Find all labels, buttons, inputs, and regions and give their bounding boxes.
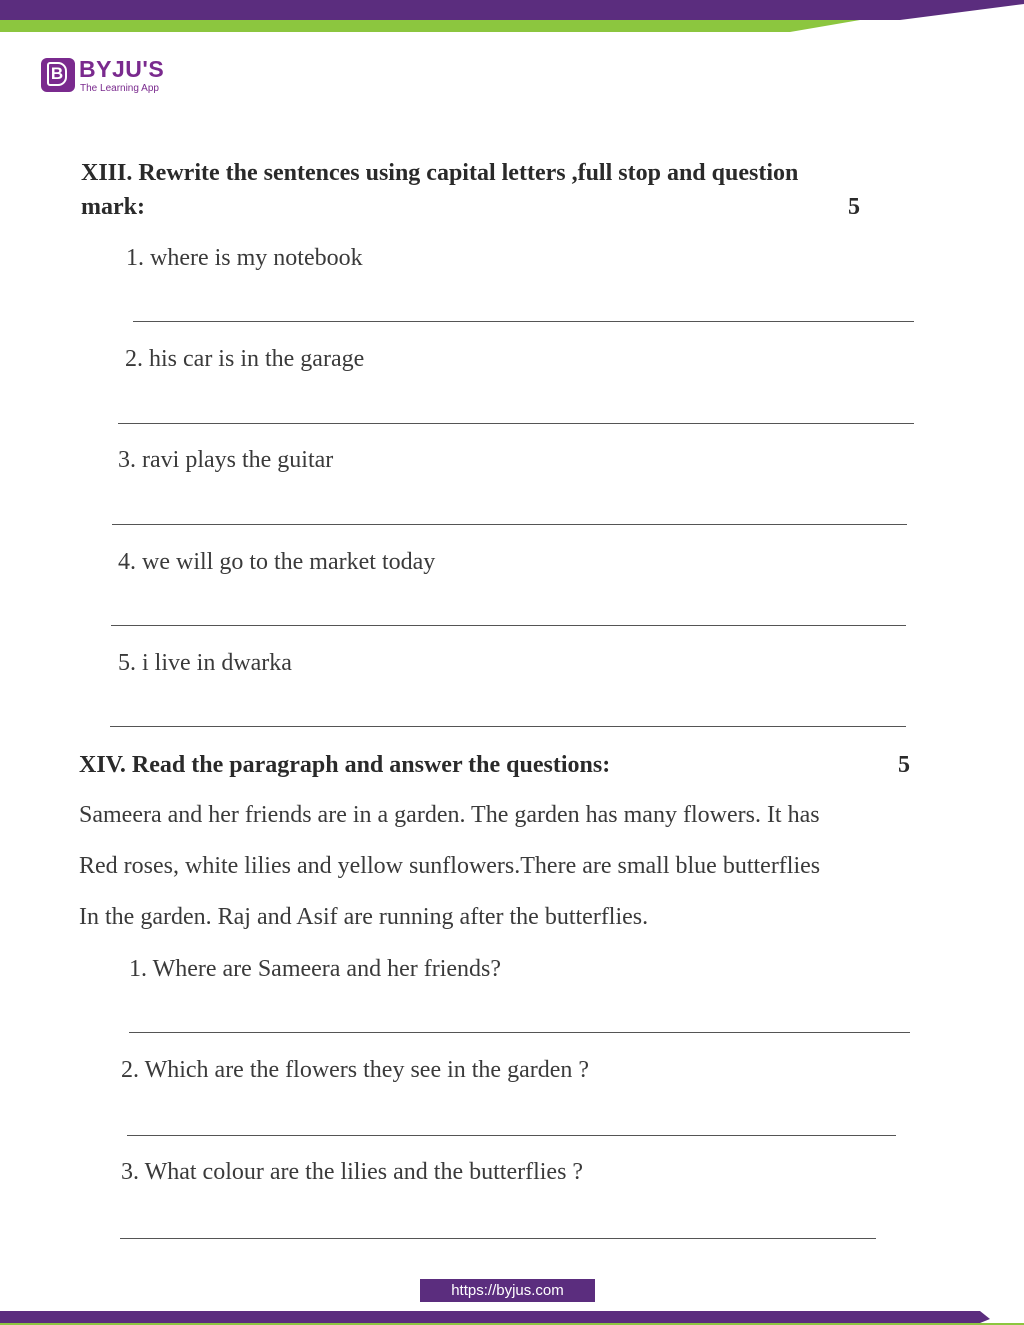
footer-band: [0, 1309, 1024, 1325]
list-item: 5. i live in dwarka: [118, 650, 292, 676]
answer-line[interactable]: [118, 423, 914, 424]
logo-name: BYJU'S: [79, 56, 165, 82]
answer-line[interactable]: [133, 321, 914, 322]
list-item: 4. we will go to the market today: [118, 549, 436, 575]
header-green-band: [0, 20, 1024, 34]
answer-line[interactable]: [111, 625, 906, 626]
section-14-marks: 5: [898, 752, 910, 778]
list-item: 1. where is my notebook: [126, 245, 363, 271]
logo-letter: B: [47, 62, 67, 86]
section-13-heading-line2: mark:: [81, 194, 145, 220]
question-item: 2. Which are the flowers they see in the garden ?: [121, 1057, 590, 1083]
question-item: 1. Where are Sameera and her friends?: [129, 956, 502, 982]
paragraph-line: Red roses, white lilies and yellow sunflowers.There are small blue butterflies: [79, 853, 821, 879]
paragraph-line: In the garden. Raj and Asif are running after the butterflies.: [79, 904, 649, 930]
answer-line[interactable]: [112, 524, 907, 525]
answer-line[interactable]: [127, 1135, 896, 1136]
logo-tagline: The Learning App: [80, 83, 159, 94]
answer-line[interactable]: [110, 726, 906, 727]
section-13-marks: 5: [848, 194, 860, 220]
answer-line[interactable]: [120, 1238, 876, 1239]
header-purple-band: [0, 0, 1024, 20]
footer-url[interactable]: https://byjus.com: [420, 1279, 595, 1302]
answer-line[interactable]: [129, 1032, 910, 1033]
list-item: 2. his car is in the garage: [125, 346, 365, 372]
logo-mark-icon: [41, 58, 75, 92]
paragraph-line: Sameera and her friends are in a garden. The garden has many flowers. It has: [79, 802, 820, 828]
section-14-heading: XIV. Read the paragraph and answer the questions:: [79, 752, 611, 778]
section-13-heading-line1: XIII. Rewrite the sentences using capital letters ,full stop and question: [81, 160, 799, 186]
list-item: 3. ravi plays the guitar: [118, 447, 334, 473]
question-item: 3. What colour are the lilies and the butterflies ?: [121, 1159, 584, 1185]
